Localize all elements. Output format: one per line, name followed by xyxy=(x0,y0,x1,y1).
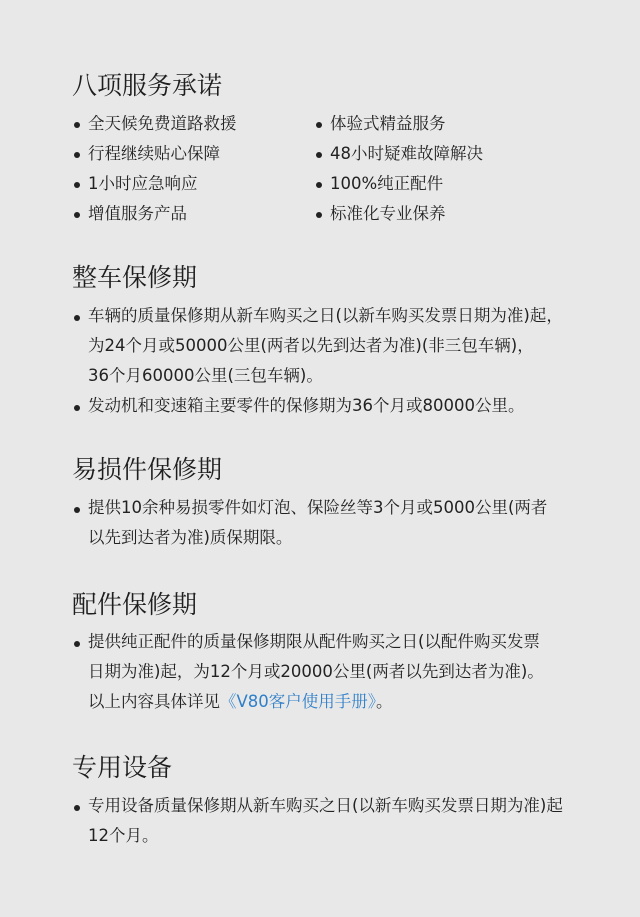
paragraph-line: 车辆的质量保修期从新车购买之日(以新车购买发票日期为准)起， xyxy=(88,306,563,325)
service-item xyxy=(316,172,546,196)
engine-warranty-paragraph xyxy=(74,394,614,418)
paragraph-line: 为24个月或50000公里(两者以先到达者为准)(非三包车辆)， xyxy=(88,336,534,355)
service-item-label: 增值服务产品 xyxy=(88,204,187,223)
service-item xyxy=(316,142,546,166)
bullet-dot xyxy=(74,805,80,811)
vehicle-warranty-title: 整车保修期 xyxy=(72,263,198,292)
service-item xyxy=(74,142,304,166)
bullet-dot xyxy=(316,182,322,188)
bullet-dot xyxy=(74,405,80,411)
special-equipment-title: 专用设备 xyxy=(72,753,173,782)
service-item-label: 100%纯正配件 xyxy=(330,174,444,193)
paragraph-line: 日期为准)起，为12个月或20000公里(两者以先到达者为准)。 xyxy=(88,662,544,681)
paragraph-line: 36个月60000公里(三包车辆)。 xyxy=(88,366,323,385)
service-item xyxy=(74,112,304,136)
paragraph-line: 提供纯正配件的质量保修期限从配件购买之日(以配件购买发票 xyxy=(88,632,540,651)
bullet-dot xyxy=(74,507,80,513)
paragraph-line: 发动机和变速箱主要零件的保修期为36个月或80000公里。 xyxy=(88,396,525,415)
bullet-dot xyxy=(74,182,80,188)
bullet-dot xyxy=(74,315,80,321)
bullet-dot xyxy=(74,641,80,647)
service-item xyxy=(74,202,304,226)
bullet-dot xyxy=(316,152,322,158)
service-item xyxy=(74,172,304,196)
wear-parts-title: 易损件保修期 xyxy=(72,455,223,484)
vehicle-warranty-paragraph xyxy=(74,304,614,388)
bullet-dot xyxy=(74,212,80,218)
service-item-label: 1小时应急响应 xyxy=(88,174,198,193)
bullet-dot xyxy=(316,122,322,128)
services-title: 八项服务承诺 xyxy=(72,71,223,100)
special-equipment-paragraph xyxy=(74,794,614,848)
service-item-label: 48小时疑难故障解决 xyxy=(330,144,483,163)
paragraph-line: 12个月。 xyxy=(88,826,159,845)
bullet-dot xyxy=(74,152,80,158)
user-manual-link[interactable]: 《V80客户使用手册》 xyxy=(220,692,377,711)
paragraph-line-with-link xyxy=(88,690,393,714)
manual-reference-prefix: 以上内容具体详见 xyxy=(88,692,220,711)
parts-warranty-title: 配件保修期 xyxy=(72,590,198,619)
wear-parts-paragraph xyxy=(74,496,614,550)
service-item-label: 全天候免费道路救援 xyxy=(88,114,237,133)
bullet-dot xyxy=(316,212,322,218)
manual-reference-suffix: 。 xyxy=(376,692,393,711)
service-item-label: 行程继续贴心保障 xyxy=(88,144,220,163)
service-item-label: 标准化专业保养 xyxy=(330,204,446,223)
service-item-label: 体验式精益服务 xyxy=(330,114,446,133)
parts-warranty-paragraph xyxy=(74,630,614,714)
service-item xyxy=(316,202,546,226)
bullet-dot xyxy=(74,122,80,128)
service-item xyxy=(316,112,546,136)
paragraph-line: 专用设备质量保修期从新车购买之日(以新车购买发票日期为准)起 xyxy=(88,796,563,815)
paragraph-line: 以先到达者为准)质保期限。 xyxy=(88,528,293,547)
paragraph-line: 提供10余种易损零件如灯泡、保险丝等3个月或5000公里(两者 xyxy=(88,498,548,517)
